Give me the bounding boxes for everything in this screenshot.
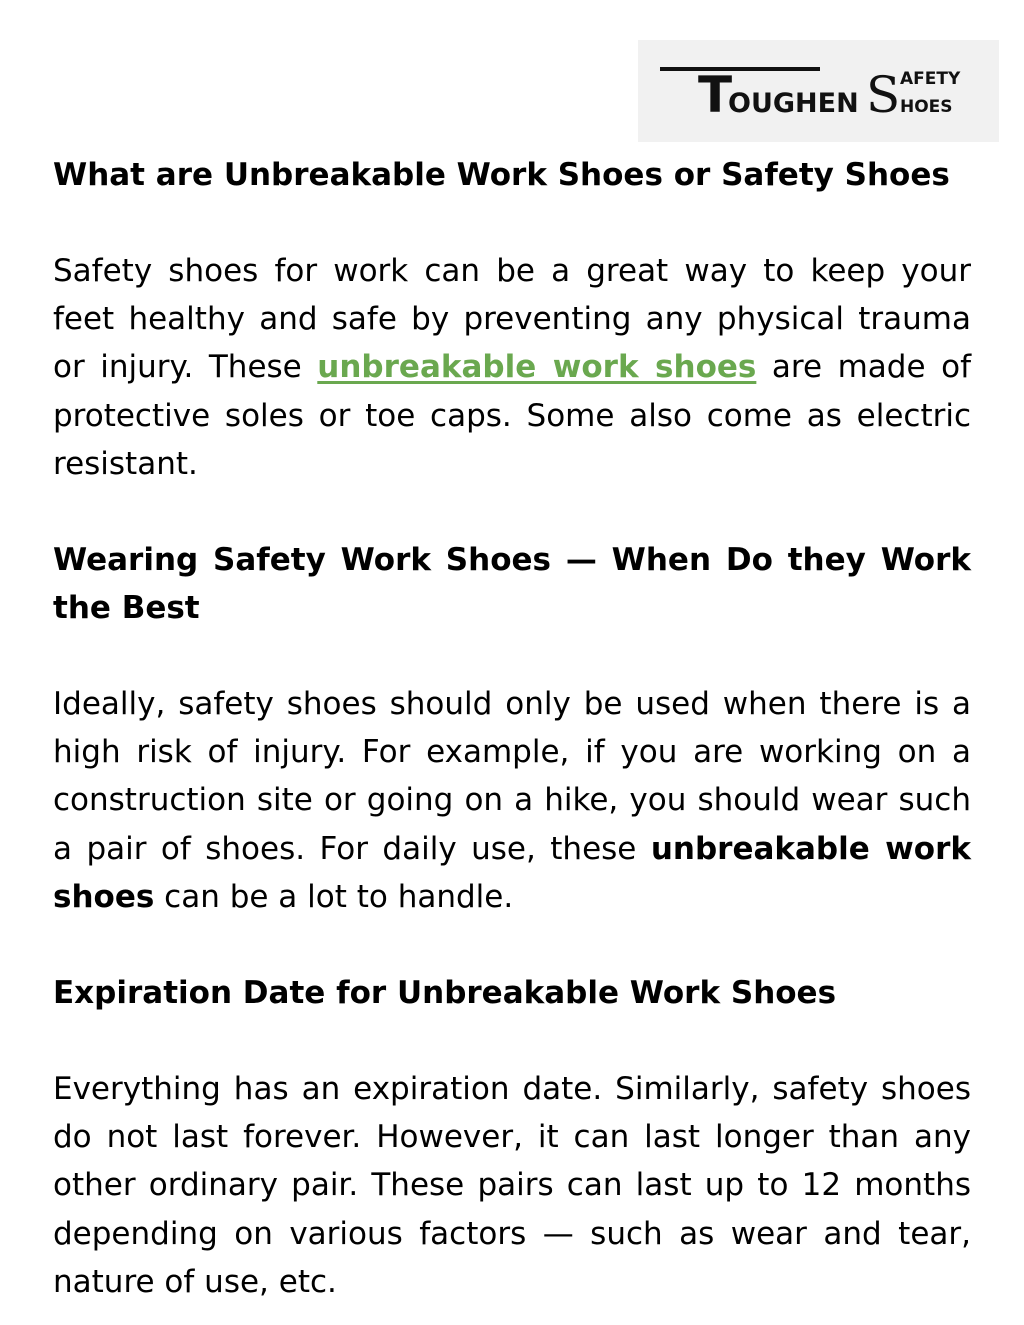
unbreakable-work-shoes-link[interactable]: unbreakable work shoes — [317, 349, 757, 386]
paragraph-wearing-text-2: can be a lot to handle. — [154, 878, 514, 915]
logo-rule — [660, 67, 820, 71]
paragraph-intro-text-1: Safety shoes for work can be a great way to keep your feet healthy and safe by preventing any physical trauma or injury. These — [53, 253, 971, 386]
logo-letter-t: T — [698, 66, 733, 124]
heading-what-are: What are Unbreakable Work Shoes or Safety Shoes — [53, 157, 950, 193]
paragraph-intro-text-2: are made of protective soles or toe caps. Some also come as electric resistant. — [53, 349, 971, 482]
paragraph-wearing — [53, 680, 971, 921]
paragraph-wearing-bold: unbreakable work shoes — [53, 830, 971, 915]
brand-logo — [638, 40, 999, 142]
paragraph-wearing-text-1: Ideally, safety shoes should only be used when there is a high risk of injury. For example, if you are working on a construction site or going on a hike, you should wear such a pair of shoes. For daily use, these — [53, 686, 971, 867]
logo-text-hoes: HOES — [900, 97, 953, 117]
logo-text-afety: AFETY — [900, 69, 961, 89]
logo-text-ougher: OUGHEN — [728, 88, 859, 119]
paragraph-expiration: Everything has an expiration date. Similarly, safety shoes do not last forever. However, it can last longer than any other ordinary pair. These pairs can last up to 12 months depending on various factors — such as wear and tear, nature of use, etc. — [53, 1071, 971, 1300]
article-body — [53, 151, 971, 1306]
paragraph-intro — [53, 247, 971, 488]
heading-expiration: Expiration Date for Unbreakable Work Shoes — [53, 975, 837, 1012]
brand-logo-graphic — [638, 40, 999, 142]
heading-wearing: Wearing Safety Work Shoes — When Do they Work the Best — [53, 542, 971, 627]
logo-letter-s: S — [866, 66, 901, 124]
